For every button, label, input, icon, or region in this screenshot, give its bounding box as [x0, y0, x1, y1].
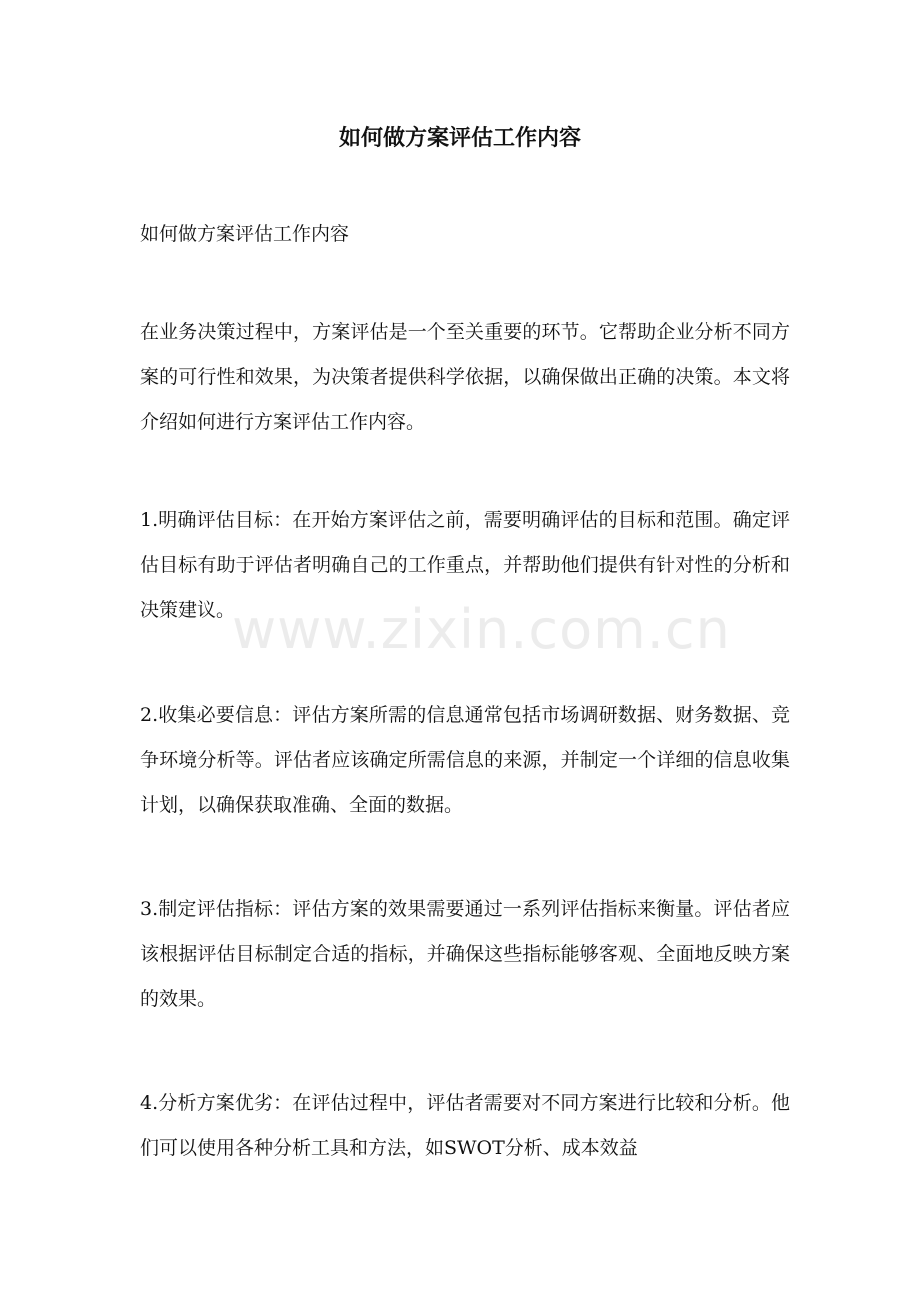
section-3-paragraph: 3.制定评估指标：评估方案的效果需要通过一系列评估指标来衡量。评估者应该根据评估目标制定合适的指标，并确保这些指标能够客观、全面地反映方案的效果。: [140, 898, 790, 1010]
section-2-paragraph: 2.收集必要信息：评估方案所需的信息通常包括市场调研数据、财务数据、竞争环境分析等。评估者应该确定所需信息的来源，并制定一个详细的信息收集计划，以确保获取准确、全面的数据。: [140, 704, 790, 816]
section-1-paragraph: 1.明确评估目标：在开始方案评估之前，需要明确评估的目标和范围。确定评估目标有助于评估者明确自己的工作重点，并帮助他们提供有针对性的分析和决策建议。: [140, 509, 790, 621]
watermark-text: www.zixin.com.cn: [232, 598, 731, 661]
document-subtitle: 如何做方案评估工作内容: [140, 223, 350, 245]
document-title: 如何做方案评估工作内容: [338, 125, 581, 151]
intro-paragraph: 在业务决策过程中，方案评估是一个至关重要的环节。它帮助企业分析不同方案的可行性和效果，为决策者提供科学依据，以确保做出正确的决策。本文将介绍如何进行方案评估工作内容。: [140, 321, 790, 433]
section-4-paragraph: 4.分析方案优劣：在评估过程中，评估者需要对不同方案进行比较和分析。他们可以使用各种分析工具和方法，如SWOT分析、成本效益: [140, 1092, 790, 1159]
